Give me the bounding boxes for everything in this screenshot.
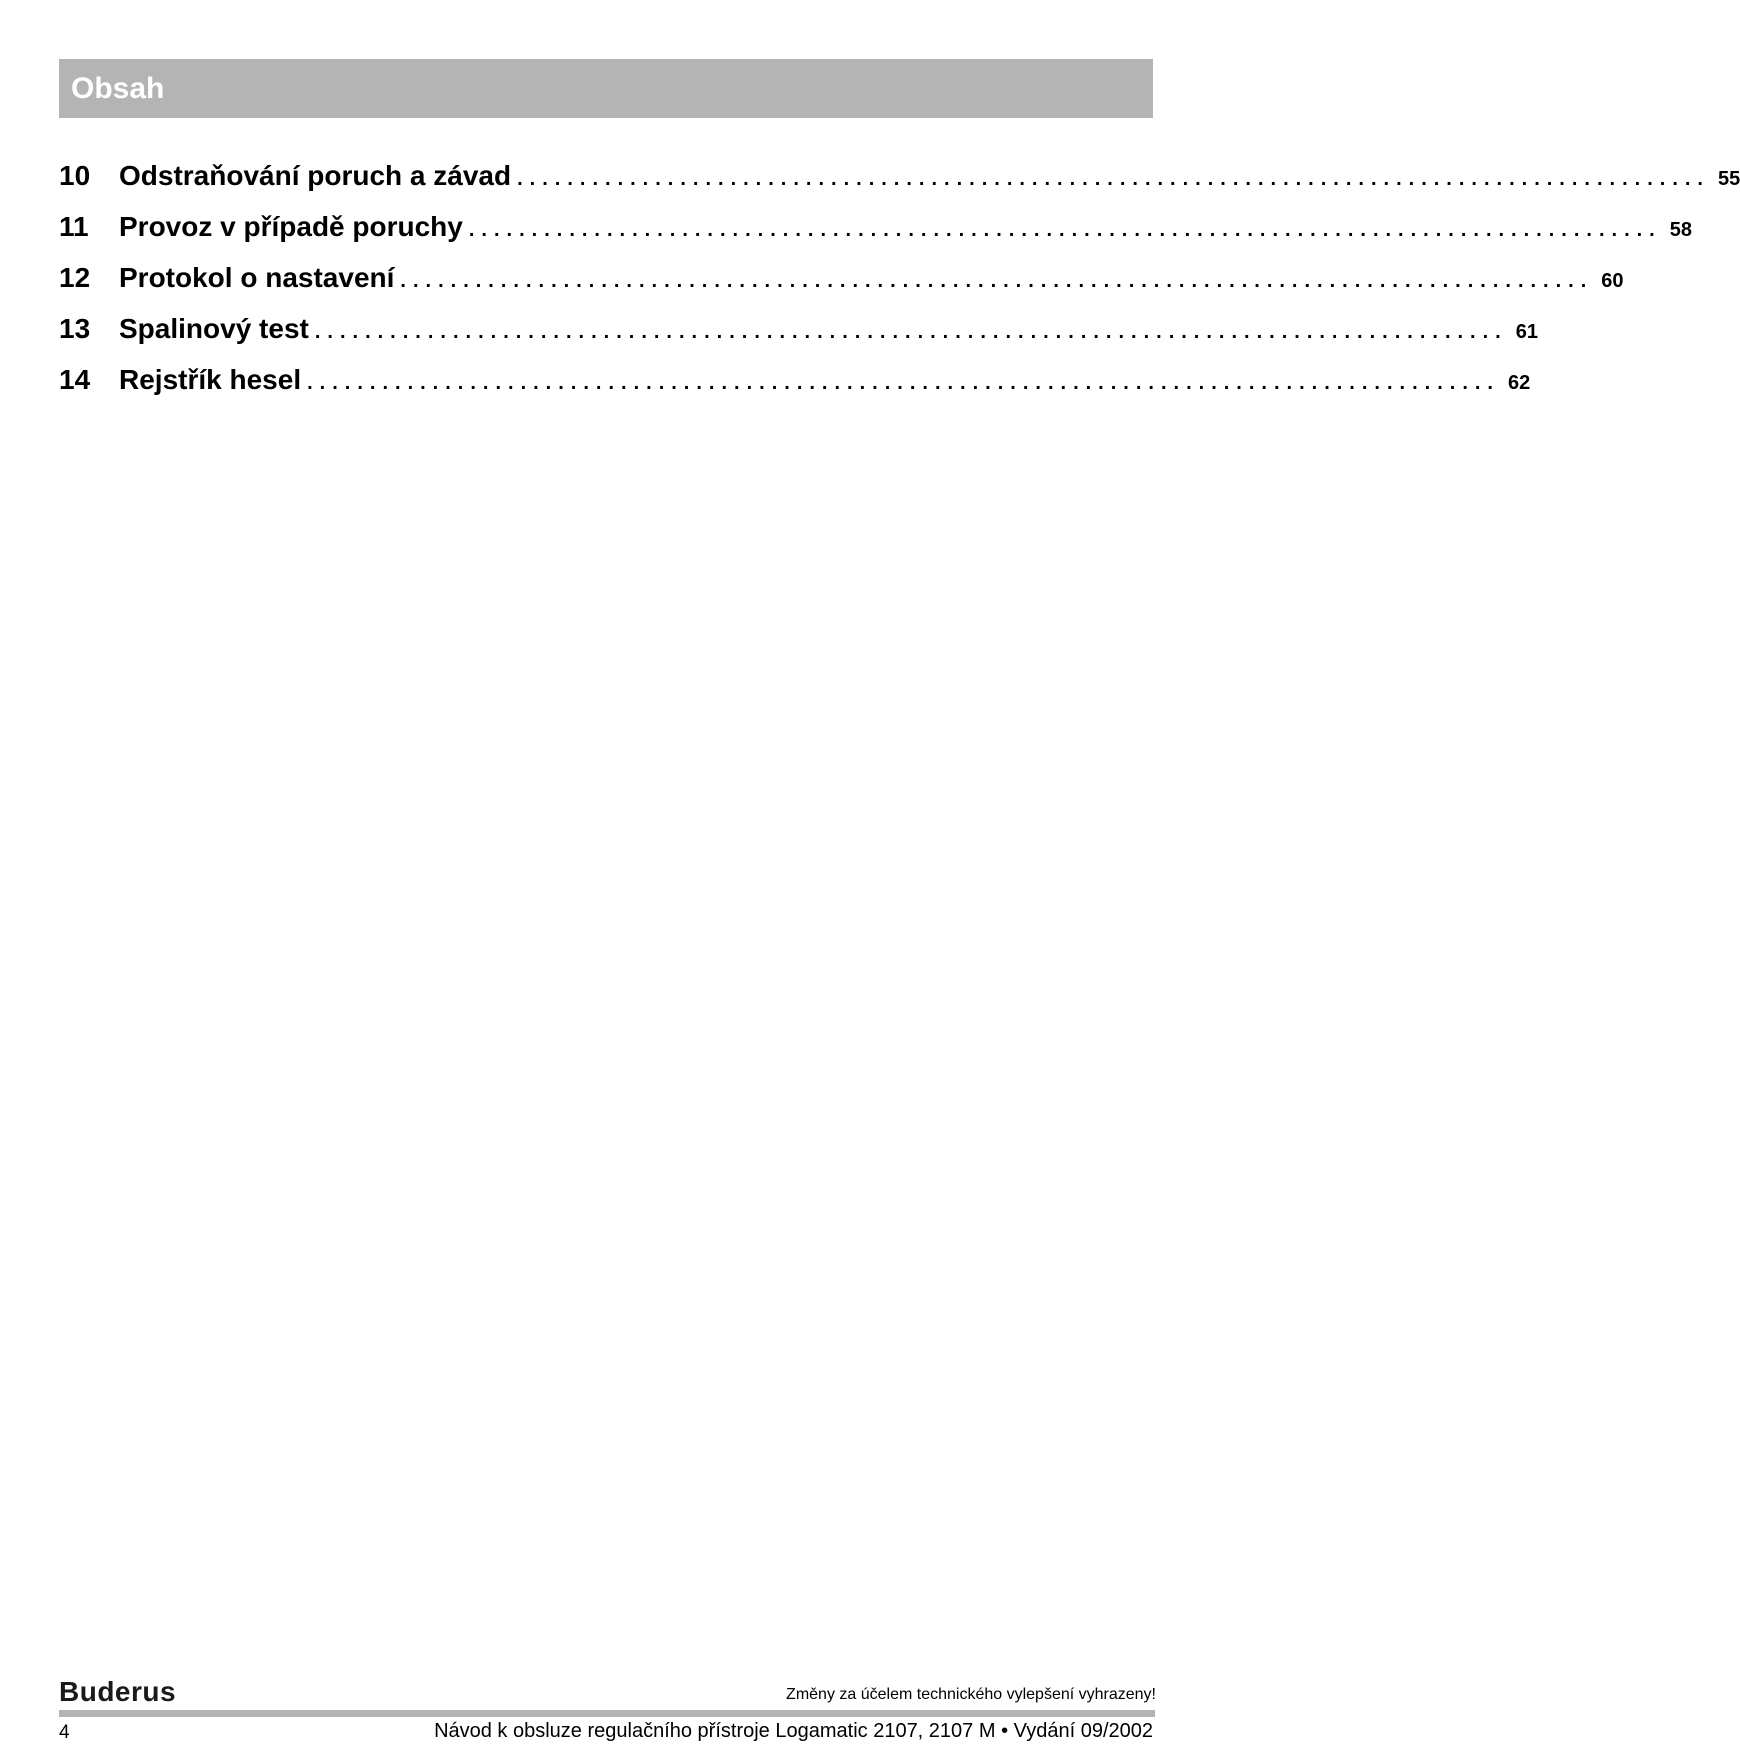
toc-dot-leader: ............................................................................................... <box>517 168 1710 190</box>
footer-disclaimer: Změny za účelem technického vylepšení vyhrazeny! <box>786 1686 1156 1703</box>
page-number: 4 <box>59 1722 70 1743</box>
toc-entry-page: 58 <box>1669 219 1692 241</box>
toc-entry[interactable] <box>59 160 1740 211</box>
footer-divider <box>59 1710 1155 1717</box>
toc-entry-number: 12 <box>59 262 91 293</box>
buderus-logo: Buderus <box>59 1676 177 1707</box>
table-of-contents <box>59 160 1740 415</box>
toc-entry[interactable] <box>59 313 1538 364</box>
toc-entry-page: 62 <box>1508 372 1531 394</box>
toc-entry-number: 14 <box>59 364 91 395</box>
document-info: Návod k obsluze regulačního přístroje Logamatic 2107, 2107 M • Vydání 09/2002 <box>434 1720 1153 1742</box>
toc-entry-number: 11 <box>59 211 89 242</box>
section-header-bar <box>59 59 1153 118</box>
toc-entry-page: 55 <box>1718 168 1740 190</box>
toc-dot-leader: ............................................................................................... <box>307 372 1500 394</box>
toc-entry-number: 10 <box>59 160 91 191</box>
toc-entry-title: Provoz v případě poruchy <box>119 211 463 242</box>
toc-dot-leader: ............................................................................................... <box>468 219 1662 241</box>
toc-entry-title: Spalinový test <box>119 313 309 344</box>
toc-entry-title: Protokol o nastavení <box>119 262 395 293</box>
toc-entry-title: Odstraňování poruch a závad <box>119 160 512 191</box>
toc-entry[interactable] <box>59 211 1692 262</box>
toc-entry-title: Rejstřík hesel <box>119 364 302 395</box>
page-title: Obsah <box>71 72 165 105</box>
toc-entry-page: 60 <box>1601 270 1624 292</box>
toc-entry-number: 13 <box>59 313 91 344</box>
toc-entry[interactable] <box>59 262 1624 313</box>
toc-entry-page: 61 <box>1515 321 1538 343</box>
toc-dot-leader: ............................................................................................... <box>400 270 1594 292</box>
toc-dot-leader: ............................................................................................... <box>314 321 1508 343</box>
toc-entry[interactable] <box>59 364 1531 415</box>
